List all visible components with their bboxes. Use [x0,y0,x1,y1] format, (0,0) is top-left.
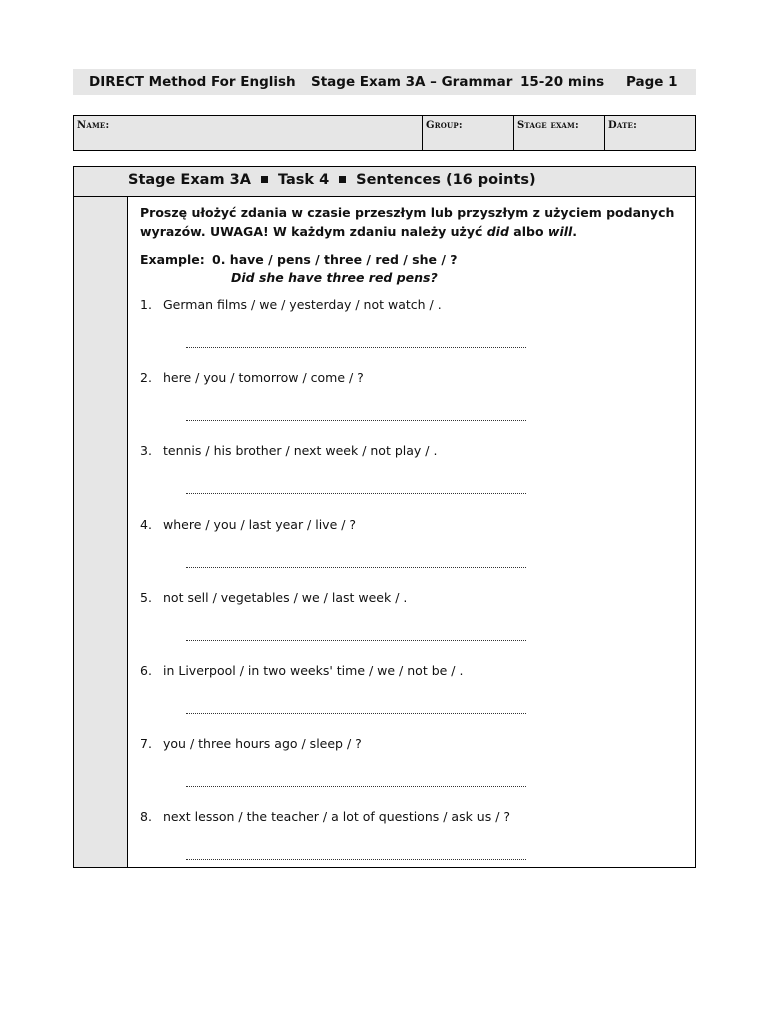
answer-line[interactable] [186,420,526,421]
task-title-exam: Stage Exam 3A [128,172,251,188]
answer-line[interactable] [186,713,526,714]
date-field[interactable] [605,116,695,150]
square-bullet-icon [339,176,346,183]
square-bullet-icon [261,176,268,183]
course-title: DIRECT Method For English [89,74,296,90]
question-item: 8. next lesson / the teacher / a lot of questions / ask us / ? [140,809,511,824]
task-title-bar [74,167,695,197]
task-content [140,203,680,824]
answer-line[interactable] [186,786,526,787]
group-label: Group: [426,120,463,131]
question-item: 1. German films / we / yesterday / not watch / . [140,297,442,312]
task-instruction: Proszę ułożyć zdania w czasie przeszłym lub przyszłym z użyciem podanych wyrazów. UWAGA! W każdym zdaniu należy użyć did albo will. [140,205,675,239]
question-item: 6. in Liverpool / in two weeks' time / we / not be / . [140,663,464,678]
name-label: Name: [77,120,110,131]
answer-line[interactable] [186,640,526,641]
example-label: Example: [140,252,205,267]
page-number: Page 1 [626,74,678,90]
exam-title: Stage Exam 3A – Grammar [311,74,513,90]
task-title-topic: Sentences (16 points) [356,172,536,188]
student-info-table [73,115,696,151]
date-label: Date: [608,120,637,131]
question-item: 3. tennis / his brother / next week / not play / . [140,443,438,458]
task-title [128,172,536,188]
stage-exam-label: Stage exam: [517,120,579,131]
example-prompt: 0. have / pens / three / red / she / ? [212,252,458,267]
question-item: 7. you / three hours ago / sleep / ? [140,736,362,751]
exam-duration: 15-20 mins [520,74,605,90]
question-item: 5. not sell / vegetables / we / last week / . [140,590,408,605]
score-column [74,197,128,867]
example-answer: Did she have three red pens? [231,270,438,285]
name-field[interactable] [74,116,423,150]
question-item: 4. where / you / last year / live / ? [140,517,357,532]
answer-line[interactable] [186,347,526,348]
task-box [73,166,696,868]
answer-line[interactable] [186,859,526,860]
exam-header-bar [73,69,696,95]
stage-exam-field[interactable] [514,116,605,150]
task-title-number: Task 4 [277,172,330,188]
answer-line[interactable] [186,567,526,568]
group-field[interactable] [423,116,514,150]
example [140,251,458,285]
answer-line[interactable] [186,493,526,494]
question-item: 2. here / you / tomorrow / come / ? [140,370,364,385]
